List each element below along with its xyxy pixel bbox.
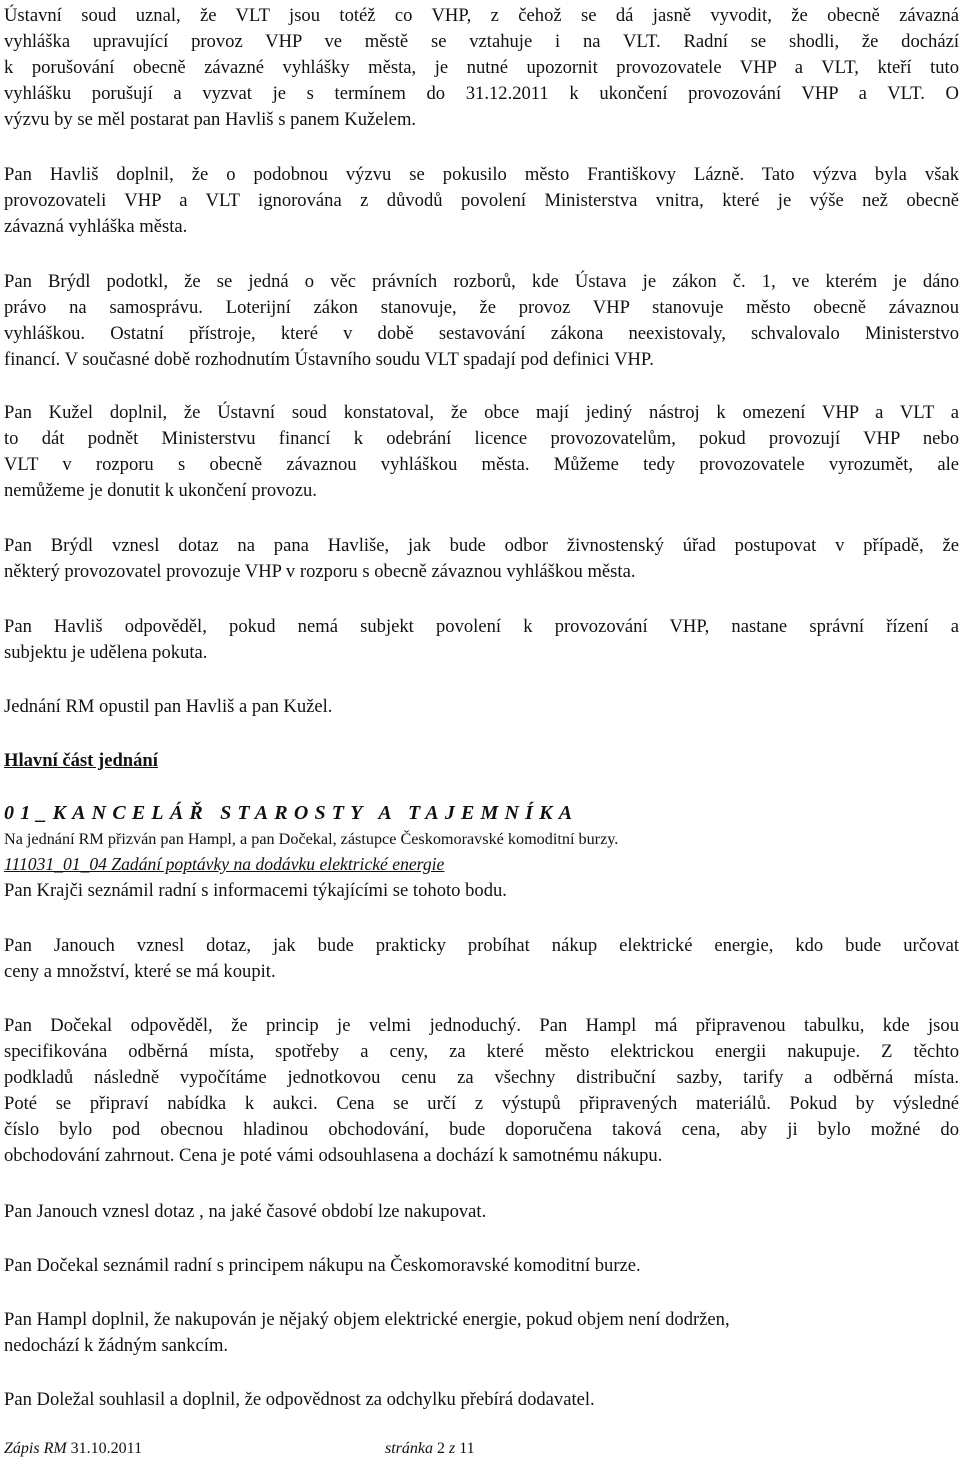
paragraph-line: Na jednání RM přizván pan Hampl, a pan Dočekal, zástupce Českomoravské komoditní burzy. <box>4 830 619 848</box>
paragraph-line: podkladů následně vypočítáme jednotkovou cenu za všechny distribuční sazby, tarify a odběrná místa. <box>4 1067 959 1088</box>
paragraph-line: Pan Kužel doplnil, že Ústavní soud konstatoval, že obce mají jediný nástroj k omezení VHP a VLT a <box>4 402 959 423</box>
footer-page-number <box>385 1439 475 1459</box>
agenda-item-title: 111031_01_04 Zadání poptávky na dodávku elektrické energie <box>4 854 445 874</box>
paragraph-line: k porušování obecně závazné vyhlášky města, je nutné upozornit provozovatele VHP a VLT, kteří tuto <box>4 57 959 78</box>
paragraph-line: subjektu je udělena pokuta. <box>4 642 208 663</box>
paragraph-line: obchodování zahrnout. Cena je poté vámi odsouhlasena a dochází k samotnému nákupu. <box>4 1145 663 1166</box>
paragraph-line: provozovateli VHP a VLT ignorována z důvodů povolení Ministerstva vnitra, které je výše než obecně <box>4 190 959 211</box>
paragraph-line: některý provozovatel provozuje VHP v rozporu s obecně závaznou vyhláškou města. <box>4 561 636 582</box>
paragraph-line: to dát podnět Ministerstvu financí k odebrání licence provozovatelům, pokud provozují VHP nebo <box>4 428 959 449</box>
paragraph-line: specifikována odběrná místa, spotřeby a ceny, za které město elektrickou energii nakupuje. Z těchto <box>4 1041 959 1062</box>
paragraph-line: výzvu by se měl postarat pan Havliš s panem Kuželem. <box>4 109 417 130</box>
paragraph-line: Pan Doležal souhlasil a doplnil, že odpovědnost za odchylku přebírá dodavatel. <box>4 1389 595 1410</box>
paragraph-line: Pan Dočekal odpověděl, že princip je velmi jednoduchý. Pan Hampl má připravenou tabulku, kde jsou <box>4 1015 959 1036</box>
footer-page: 2 <box>437 1440 445 1457</box>
paragraph-line: VLT v rozporu s obecně závaznou vyhláškou města. Můžeme tedy provozovatele vyrozumět, ale <box>4 454 959 475</box>
paragraph-line: Pan Hampl doplnil, že nakupován je nějaký objem elektrické energie, pokud objem není dodržen, <box>4 1309 730 1330</box>
paragraph-line: vyhlášku porušují a vyzvat je s termínem do 31.12.2011 k ukončení provozování VHP a VLT. O <box>4 83 959 104</box>
footer-date: 31.10.2011 <box>70 1440 143 1457</box>
paragraph-line: Poté se připraví nabídka k aukci. Cena se určí z výstupů připravených materiálů. Pokud by výsledné <box>4 1093 959 1114</box>
department-heading: 01_KANCELÁŘ STAROSTY A TAJEMNÍKA <box>4 802 579 824</box>
section-heading: Hlavní část jednání <box>4 750 158 771</box>
paragraph-line: Pan Brýdl podotkl, že se jedná o věc právních rozborů, kde Ústava je zákon č. 1, ve kterém je dáno <box>4 271 959 292</box>
paragraph-line: Ústavní soud uznal, že VLT jsou totéž co VHP, z čehož se dá jasně vyvodit, že obecně závazná <box>4 5 959 26</box>
paragraph-line: financí. V současné době rozhodnutím Ústavního soudu VLT spadají pod definici VHP. <box>4 349 654 370</box>
paragraph-line: právo na samosprávu. Loterijní zákon stanovuje, že provoz VHP stanovuje město obecně závaznou <box>4 297 959 318</box>
footer-record-label <box>4 1439 142 1459</box>
paragraph-line: Pan Brýdl vznesl dotaz na pana Havliše, jak bude odbor živnostenský úřad postupovat v případě, že <box>4 535 959 556</box>
paragraph-line: ceny a množství, které se má koupit. <box>4 961 276 982</box>
paragraph-line: Pan Janouch vznesl dotaz, jak bude prakticky probíhat nákup elektrické energie, kdo bude určovat <box>4 935 959 956</box>
paragraph-line: závazná vyhláška města. <box>4 216 188 237</box>
footer-label: Zápis RM <box>4 1440 67 1457</box>
paragraph-line: číslo bylo pod obecnou hladinou obchodování, bude doporučena taková cena, aby ji bylo možné do <box>4 1119 959 1140</box>
paragraph-line: Pan Dočekal seznámil radní s principem nákupu na Českomoravské komoditní burze. <box>4 1255 641 1276</box>
paragraph-line: Pan Krajči seznámil radní s informacemi týkajícími se tohoto bodu. <box>4 880 507 901</box>
footer-page-word: stránka <box>385 1440 433 1457</box>
paragraph-line: Pan Havliš doplnil, že o podobnou výzvu se pokusilo město Františkovy Lázně. Tato výzva byla však <box>4 164 959 185</box>
paragraph-line: Jednání RM opustil pan Havliš a pan Kužel. <box>4 696 333 717</box>
footer-of-word: z <box>449 1440 456 1457</box>
paragraph-line: nedochází k žádným sankcím. <box>4 1335 229 1356</box>
paragraph-line: Pan Janouch vznesl dotaz , na jaké časové období lze nakupovat. <box>4 1201 487 1222</box>
paragraph-line: vyhláškou. Ostatní přístroje, které v době sestavování zákona neexistovaly, schvalovalo Ministerstvo <box>4 323 959 344</box>
paragraph-line: vyhláška upravující provoz VHP ve městě se vztahuje i na VLT. Radní se shodli, že dochází <box>4 31 959 52</box>
paragraph-line: Pan Havliš odpověděl, pokud nemá subjekt povolení k provozování VHP, nastane správní řízení a <box>4 616 959 637</box>
paragraph-line: nemůžeme je donutit k ukončení provozu. <box>4 480 317 501</box>
footer-total: 11 <box>459 1440 475 1457</box>
